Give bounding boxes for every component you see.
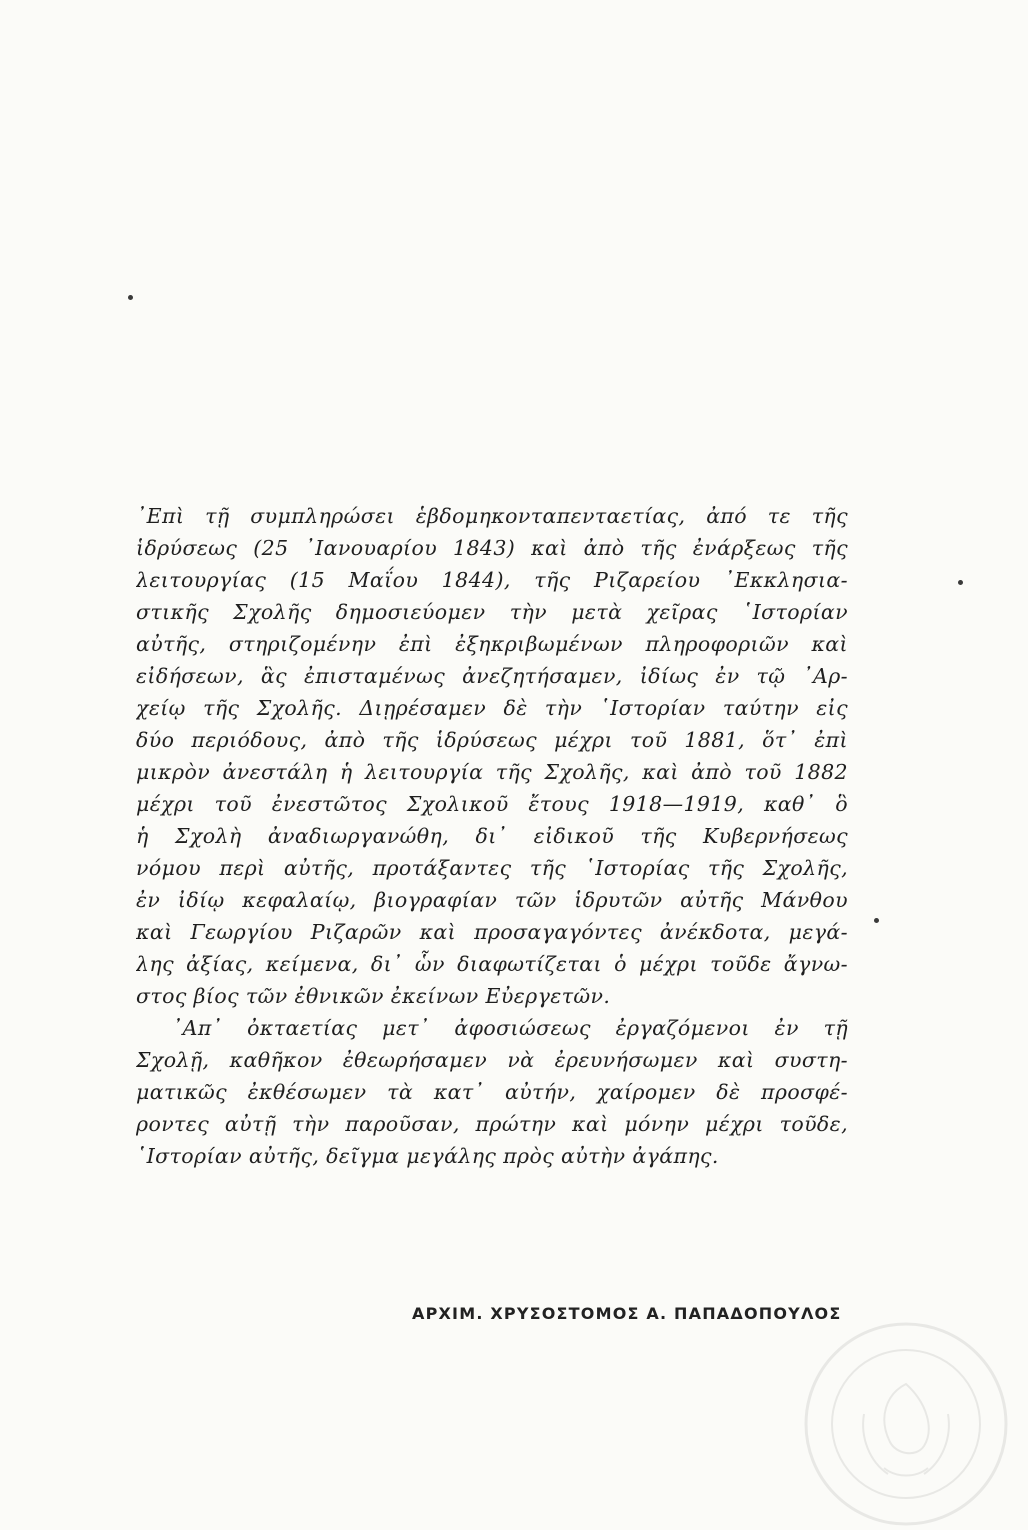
text-line: στικῆς Σχολῆς δημοσιεύομεν τὴν μετὰ χεῖρας ῾Ιστορίαν <box>136 600 848 624</box>
text-line: δύο περιόδους, ἀπὸ τῆς ἱδρύσεως μέχρι τοῦ 1881, ὅτ᾿ ἐπὶ <box>136 728 848 752</box>
ink-dot <box>128 295 133 300</box>
preface-text <box>136 500 848 1172</box>
text-line: ματικῶς ἐκθέσωμεν τὰ κατ᾿ αὐτήν, χαίρομεν δὲ προσφέ- <box>136 1080 848 1104</box>
text-line: μικρὸν ἀνεστάλη ἡ λειτουργία τῆς Σχολῆς, καὶ ἀπὸ τοῦ 1882 <box>136 760 848 784</box>
text-line: εἰδήσεων, ἃς ἐπισταμένως ἀνεζητήσαμεν, ἰδίως ἐν τῷ ᾿Αρ- <box>136 664 848 688</box>
text-line: λειτουργίας (15 Μαΐου 1844), τῆς Ριζαρείου ᾿Εκκλησια- <box>136 568 848 592</box>
text-line: αὐτῆς, στηριζομένην ἐπὶ ἐξηκριβωμένων πληροφοριῶν καὶ <box>136 632 848 656</box>
ink-dot <box>958 580 963 585</box>
author-signature: ΑΡΧΙΜ. ΧΡΥΣΟΣΤΟΜΟΣ Α. ΠΑΠΑΔΟΠΟΥΛΟΣ <box>412 1304 842 1323</box>
text-line: ἱδρύσεως (25 ᾿Ιανουαρίου 1843) καὶ ἀπὸ τῆς ἐνάρξεως τῆς <box>136 536 848 560</box>
text-line: ᾿Απ᾿ ὀκταετίας μετ᾿ ἀφοσιώσεως ἐργαζόμενοι ἐν τῇ <box>172 1016 848 1040</box>
text-line: Σχολῇ, καθῆκον ἐθεωρήσαμεν νὰ ἐρευνήσωμεν καὶ συστη- <box>136 1048 848 1072</box>
text-line: ᾿Επὶ τῇ συμπληρώσει ἑβδομηκονταπενταετίας, ἀπό τε τῆς <box>136 504 848 528</box>
university-seal-stamp <box>800 1318 1012 1530</box>
text-line: ἡ Σχολὴ ἀναδιωργανώθη, δι᾿ εἰδικοῦ τῆς Κυβερνήσεως <box>136 824 848 848</box>
text-line: καὶ Γεωργίου Ριζαρῶν καὶ προσαγαγόντες ἀνέκδοτα, μεγά- <box>136 920 848 944</box>
text-line: ἐν ἰδίῳ κεφαλαίῳ, βιογραφίαν τῶν ἱδρυτῶν αὐτῆς Μάνθου <box>136 888 848 912</box>
text-line: στος βίος τῶν ἐθνικῶν ἐκείνων Εὐεργετῶν. <box>136 984 611 1008</box>
text-line: ῾Ιστορίαν αὐτῆς, δεῖγμα μεγάλης πρὸς αὐτὴν ἀγάπης. <box>136 1144 719 1168</box>
text-line: λης ἀξίας, κείμενα, δι᾿ ὧν διαφωτίζεται ὁ μέχρι τοῦδε ἄγνω- <box>136 952 848 976</box>
text-line: νόμου περὶ αὐτῆς, προτάξαντες τῆς ῾Ιστορίας τῆς Σχολῆς, <box>136 856 848 880</box>
text-line: χείῳ τῆς Σχολῆς. Διῃρέσαμεν δὲ τὴν ῾Ιστορίαν ταύτην εἰς <box>136 696 848 720</box>
text-line: ροντες αὐτῇ τὴν παροῦσαν, πρώτην καὶ μόνην μέχρι τοῦδε, <box>136 1112 848 1136</box>
text-line: μέχρι τοῦ ἐνεστῶτος Σχολικοῦ ἔτους 1918—1919, καθ᾿ ὃ <box>136 792 848 816</box>
ink-dot <box>874 918 879 923</box>
